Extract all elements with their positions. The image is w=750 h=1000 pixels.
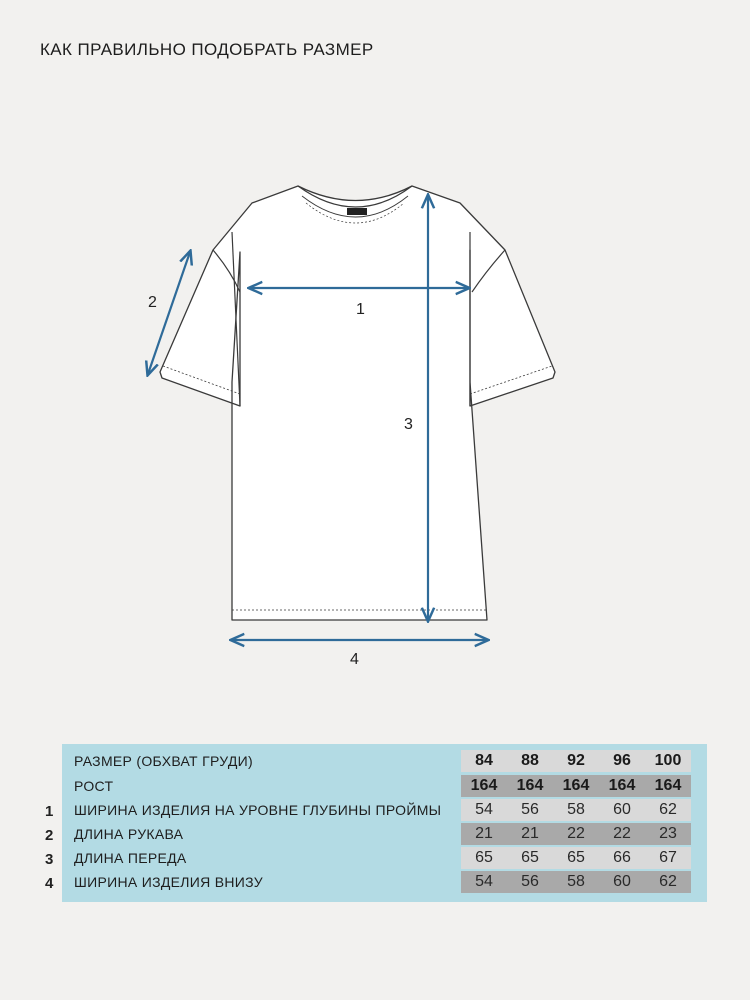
value-cell: 56 [507, 871, 553, 893]
value-cell: 65 [461, 847, 507, 869]
row-number: 2 [45, 827, 54, 844]
value-cell: 62 [645, 799, 691, 821]
value-cell: 58 [553, 871, 599, 893]
height-cell: 164 [553, 775, 599, 797]
table-row [62, 823, 707, 845]
table-height-row [62, 775, 707, 797]
row-label: ШИРИНА ИЗДЕЛИЯ ВНИЗУ [74, 874, 263, 890]
value-cell: 60 [599, 871, 645, 893]
neck-tag [347, 208, 367, 215]
value-cell: 60 [599, 799, 645, 821]
row-label: ШИРИНА ИЗДЕЛИЯ НА УРОВНЕ ГЛУБИНЫ ПРОЙМЫ [74, 802, 442, 818]
row-number: 1 [45, 803, 54, 820]
row-label: ДЛИНА РУКАВА [74, 826, 184, 842]
height-cell: 164 [599, 775, 645, 797]
table-row [62, 871, 707, 893]
label-2: 2 [148, 294, 157, 311]
table-row [62, 847, 707, 869]
value-cell: 23 [645, 823, 691, 845]
height-cell: 164 [507, 775, 553, 797]
height-label: РОСТ [74, 778, 114, 794]
row-number: 3 [45, 851, 54, 868]
value-cell: 22 [599, 823, 645, 845]
label-1: 1 [356, 301, 365, 318]
row-number: 4 [45, 875, 54, 892]
table-row [62, 799, 707, 821]
label-3: 3 [404, 416, 413, 433]
height-cell: 164 [645, 775, 691, 797]
value-cell: 21 [507, 823, 553, 845]
header-label: РАЗМЕР (ОБХВАТ ГРУДИ) [74, 753, 253, 769]
value-cell: 21 [461, 823, 507, 845]
row-label: ДЛИНА ПЕРЕДА [74, 850, 187, 866]
value-cell: 56 [507, 799, 553, 821]
value-cell: 65 [507, 847, 553, 869]
value-cell: 65 [553, 847, 599, 869]
value-cell: 54 [461, 799, 507, 821]
page-title: КАК ПРАВИЛЬНО ПОДОБРАТЬ РАЗМЕР [40, 40, 374, 59]
header-size-cell: 100 [645, 750, 691, 772]
value-cell: 67 [645, 847, 691, 869]
value-cell: 54 [461, 871, 507, 893]
height-cell: 164 [461, 775, 507, 797]
label-4: 4 [350, 651, 359, 668]
size-table [62, 744, 707, 902]
value-cell: 66 [599, 847, 645, 869]
header-size-cell: 92 [553, 750, 599, 772]
header-size-cell: 96 [599, 750, 645, 772]
value-cell: 58 [553, 799, 599, 821]
header-size-cell: 88 [507, 750, 553, 772]
value-cell: 22 [553, 823, 599, 845]
tshirt-outline [160, 186, 555, 620]
header-size-cell: 84 [461, 750, 507, 772]
value-cell: 62 [645, 871, 691, 893]
table-header-row [62, 750, 707, 772]
